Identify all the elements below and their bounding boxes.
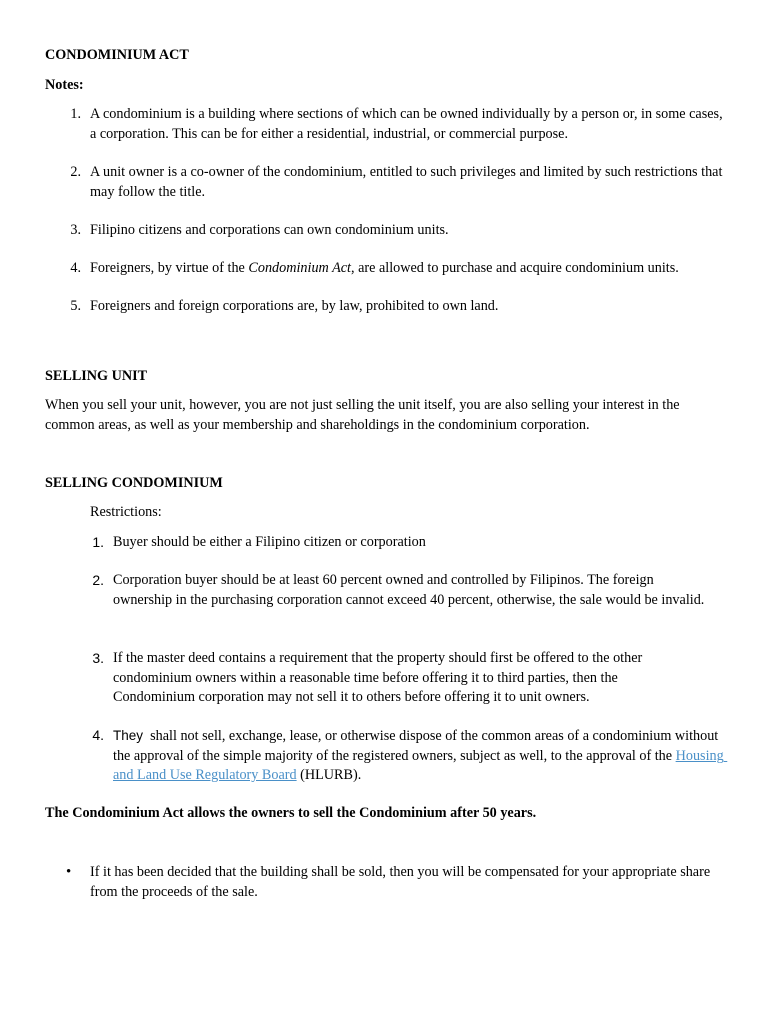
notes-item-1-text: A condominium is a building where sections of which can be owned individually by a person or, in some cases, a corporation. This can be for either a residential, industrial, or commercial purpose. (90, 106, 723, 142)
notes-item-2-text: A unit owner is a co-owner of the condominium, entitled to such privileges and limited by such restrictions that may follow the title. (90, 164, 723, 200)
sale-after-50-years-heading: The Condominium Act allows the owners to sell the Condominium after 50 years. (45, 805, 537, 821)
notes-item-4-pre: Foreigners, by virtue of the (90, 260, 249, 276)
restriction-2-text: Corporation buyer should be at least 60 percent owned and controlled by Filipinos. The foreign ownership in the purchasing corporation cannot exceed 40 percent, otherwise, the sale would be invalid. (113, 572, 705, 608)
bullet-icon: • (66, 864, 72, 880)
notes-item-5-number: 5. (70, 298, 81, 314)
condominium-act-emphasis: Condominium Act (248, 260, 351, 276)
notes-item-3-text: Filipino citizens and corporations can own condominium units. (90, 222, 449, 238)
restriction-2-number: 2. (92, 572, 104, 588)
notes-label: Notes: (45, 77, 84, 93)
hlurb-link[interactable]: Housing and Land Use Regulatory Board (113, 747, 728, 783)
notes-item-2-number: 2. (70, 164, 81, 180)
restriction-4-text (113, 726, 728, 786)
notes-item-4-number: 4. (70, 260, 81, 276)
notes-item-5-text: Foreigners and foreign corporations are, by law, prohibited to own land. (90, 298, 499, 314)
page-title: CONDOMINIUM ACT (45, 47, 189, 63)
selling-condominium-heading: SELLING CONDOMINIUM (45, 475, 223, 491)
restriction-1-text: Buyer should be either a Filipino citizen or corporation (113, 534, 426, 550)
restriction-4-post: (HLURB). (296, 767, 362, 783)
restriction-3-text: If the master deed contains a requirement that the property should first be offered to the other condominium owners within a reasonable time before offering it to third parties, then the Condominium corporation may not sell it to others before offering it to unit owners. (113, 650, 643, 705)
restriction-4-lead: They (113, 728, 144, 743)
restrictions-label: Restrictions: (90, 504, 162, 520)
restriction-1-number: 1. (92, 534, 104, 550)
sale-compensation-text: If it has been decided that the building shall be sold, then you will be compensated for your appropriate share from the proceeds of the sale. (90, 864, 711, 900)
selling-unit-body: When you sell your unit, however, you are not just selling the unit itself, you are also selling your interest in the common areas, as well as your membership and shareholdings in the condominium corporation. (45, 397, 680, 433)
notes-item-4-text (90, 259, 750, 279)
notes-item-4-post: , are allowed to purchase and acquire condominium units. (351, 260, 679, 276)
restriction-3-number: 3. (92, 650, 104, 666)
restriction-4-pre: shall not sell, exchange, lease, or otherwise dispose of the common areas of a condominium without the approval of the simple majority of the registered owners, subject as well, to the approval of the (113, 728, 722, 764)
notes-item-3-number: 3. (70, 222, 81, 238)
selling-unit-heading: SELLING UNIT (45, 368, 148, 384)
notes-item-1-number: 1. (70, 106, 81, 122)
restriction-4-number: 4. (92, 727, 104, 743)
